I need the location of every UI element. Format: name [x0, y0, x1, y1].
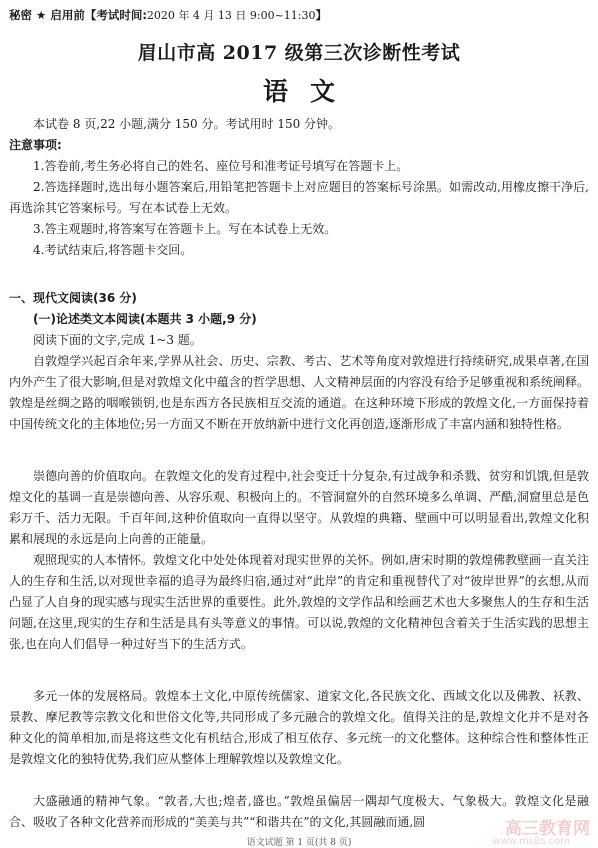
note-item-2: 2.答选择题时,选出每小题答案后,用铅笔把答题卡上对应题目的答案标号涂黑。如需改动,用橡皮擦干净后,再选涂其它答案标号。写在本试卷上无效。 — [9, 180, 589, 215]
reading-instruction: 阅读下面的文字,完成 1~3 题。 — [33, 333, 202, 347]
watermark-url: www.ms8s.com — [492, 836, 570, 847]
exam-title: 眉山市高 2017 级第三次诊断性考试 — [137, 42, 461, 64]
header-close: 】 — [315, 8, 328, 22]
notes-heading: 注意事项: — [9, 138, 62, 152]
exam-intro: 本试卷 8 页,22 小题,满分 150 分。考试用时 150 分钟。 — [33, 117, 341, 131]
paragraph-3: 观照现实的人本情怀。敦煌文化中处处体现着对现实世界的关怀。例如,唐宋时期的敦煌佛教壁画一直关注人的生存和生活,以对现世幸福的追寻为最终归宿,通过对“此岸”的肯定和重视替代了对“彼岸世界”的玄想,从而凸显了人自身的现实感与现实生活世界的重要性。此外,敦煌的文学作品和绘画艺术也大多聚焦人的生存和生活问题,在这里,现实的生存和生活是具有头等意义的事情。可以说,敦煌的文化精神包含着关于生活实践的思想主张,也在向人们倡导一种过好当下的生活方式。 — [9, 553, 589, 651]
subsection-heading: (一)论述类文本阅读(本题共 3 小题,9 分) — [33, 312, 257, 326]
paragraph-1: 自敦煌学兴起百余年来,学界从社会、历史、宗教、考古、艺术等角度对敦煌进行持续研究,成果卓著,在国内外产生了很大影响,但是对敦煌文化中蕴含的哲学思想、人文精神层面的内容没有给予足够重视和系统阐释。敦煌是丝绸之路的咽喉锁钥,也是东西方各民族相互交流的通道。在这种环境下形成的敦煌文化,一方面保持着中国传统文化的主体地位;另一方面又不断在开放纳新中进行文化再创造,逐渐形成了丰富内涵和独特性格。 — [9, 354, 589, 431]
paragraph-5: 大盛融通的精神气象。“敦者,大也;煌者,盛也。”敦煌虽偏居一隅却气度极大、气象极大。敦煌文化是融合、吸收了各种文化营养而形成的“美美与共”“和谐共在”的文化,其圆融而通,圆 — [9, 794, 589, 829]
note-item-4: 4.考试结束后,将答题卡交回。 — [33, 243, 193, 257]
paragraph-2: 崇德向善的价值取向。在敦煌文化的发育过程中,社会变迁十分复杂,有过战争和杀戮、贫穷和饥饿,但是敦煌文化的基调一直是崇德向善、从容乐观、积极向上的。不管洞窟外的自然环境多么单调、严酷,洞窟里总是色彩万千、活力无限。千百年间,这种价值取向一直得以坚守。从敦煌的典籍、壁画中可以明显看出,敦煌文化积累和展现的永远是向上向善的正能量。 — [9, 469, 589, 546]
page-footer: 语文试题 第 1 页(共 8 页) — [246, 838, 352, 848]
watermark-logo: 高三教育网 — [505, 819, 590, 839]
exam-time: 2020 年 4 月 13 日 9:00~11:30 — [146, 9, 316, 22]
note-item-1: 1.答卷前,考生务必将自己的姓名、座位号和准考证号填写在答题卡上。 — [33, 159, 409, 173]
note-item-3: 3.答主观题时,将答案写在答题卡上。写在本试卷上无效。 — [33, 222, 337, 236]
secret-label: 秘密 ★ 启用前【考试时间: — [9, 8, 147, 22]
paragraph-4: 多元一体的发展格局。敦煌本土文化,中原传统儒家、道家文化,各民族文化、西域文化以及佛教、袄教、景教、摩尼教等宗教文化和世俗文化等,共同形成了多元融合的敦煌文化。值得关注的是,敦煌文化并不是对各种文化的简单相加,而是将这些文化有机结合,形成了相互依存、多元统一的文化整体。这种综合性和整体性正是敦煌文化的独特优势,我们应从整体上理解敦煌以及敦煌文化。 — [9, 689, 589, 766]
exam-header — [9, 7, 327, 23]
subject-title: 语文 — [262, 77, 357, 106]
section-heading: 一、现代文阅读(36 分) — [9, 291, 137, 305]
